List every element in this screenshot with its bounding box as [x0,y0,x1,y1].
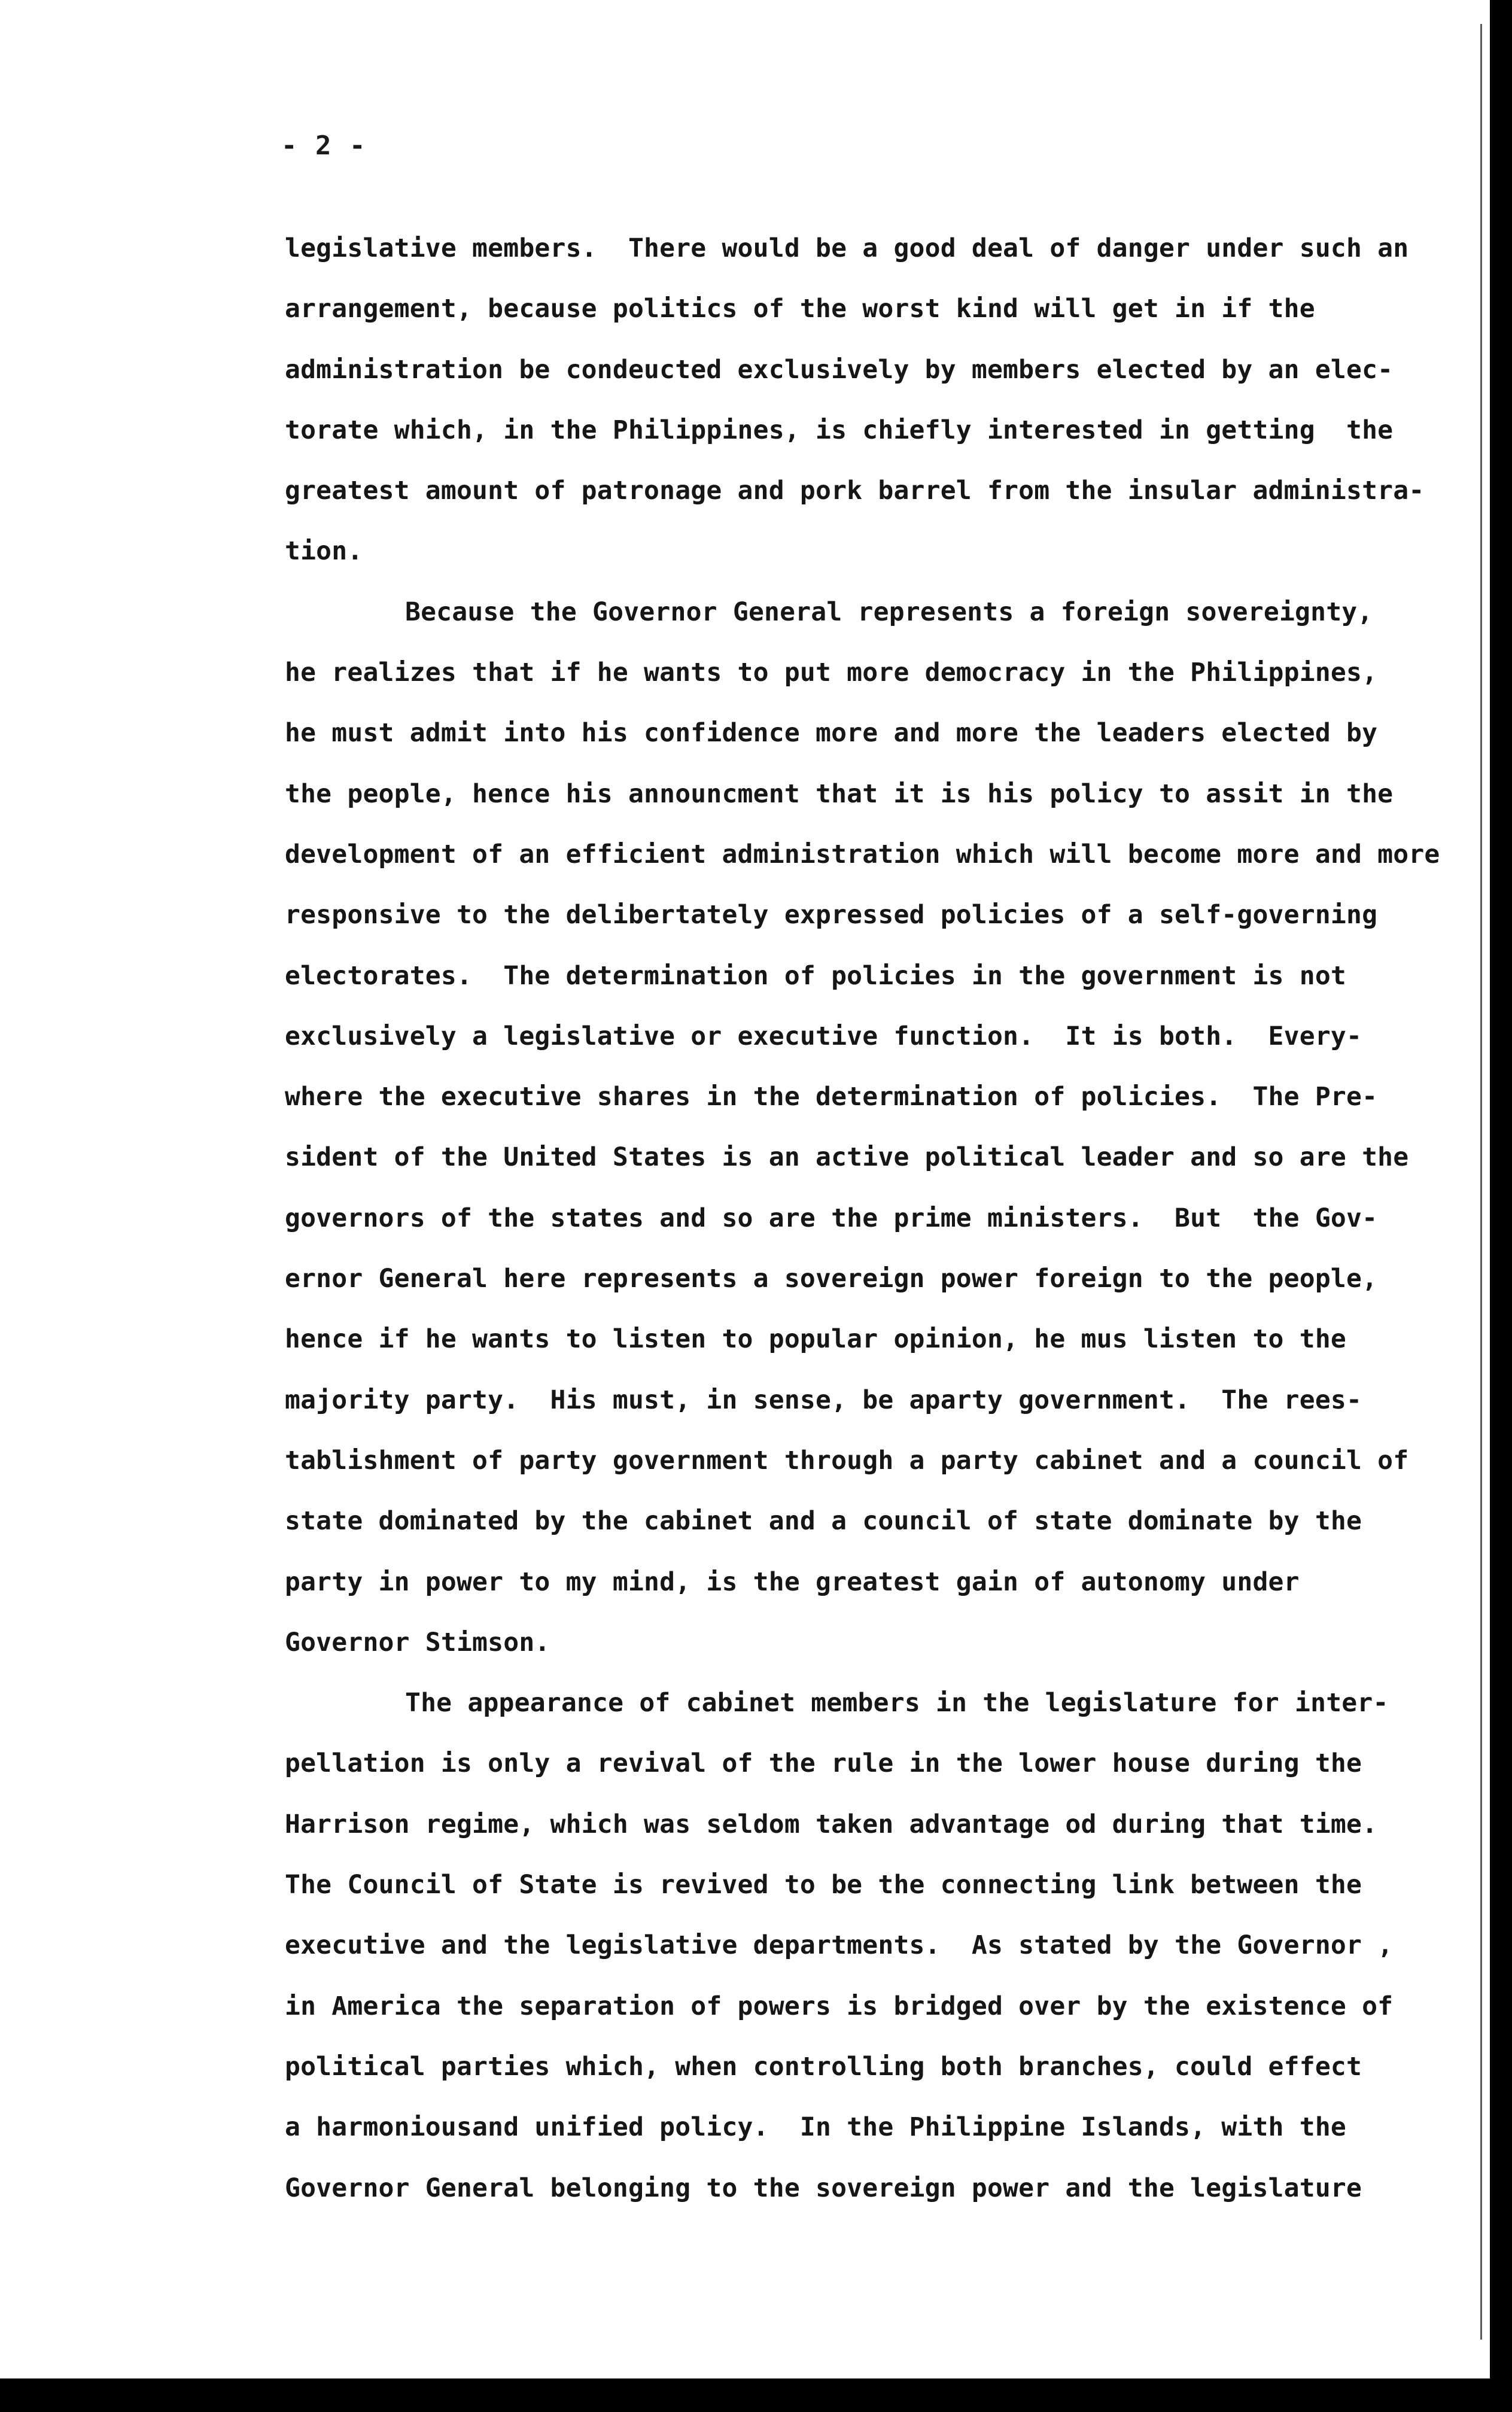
text-line: where the executive shares in the determination of policies. The Pre- [285,1082,1378,1112]
text-line: majority party. His must, in sense, be aparty government. The rees- [285,1385,1362,1415]
text-line: hence if he wants to listen to popular opinion, he mus listen to the [285,1324,1346,1355]
text-line: sident of the United States is an active political leader and so are the [285,1142,1409,1173]
text-line: the people, hence his announcment that it is his policy to assit in the [285,778,1394,809]
text-line: legislative members. There would be a good deal of danger under such an [285,233,1409,263]
text-line: governors of the states and so are the prime ministers. But the Gov- [285,1203,1378,1233]
text-line: he must admit into his confidence more and more the leaders elected by [285,718,1378,749]
text-line: responsive to the delibertately expressed policies of a self-governing [285,900,1378,930]
text-line: torate which, in the Philippines, is chiefly interested in getting the [285,415,1394,445]
text-line: political parties which, when controlling both branches, could effect [285,2051,1362,2082]
text-line: tablishment of party government through a party cabinet and a council of [285,1445,1409,1476]
text-line: exclusively a legislative or executive function. It is both. Every- [285,1021,1362,1051]
text-line: ernor General here represents a sovereign power foreign to the people, [285,1264,1378,1294]
text-line: he realizes that if he wants to put more democracy in the Philippines, [285,658,1378,688]
page-edge-line [1480,24,1482,2340]
text-line: development of an efficient administration which will become more and more [285,839,1440,869]
text-line: The appearance of cabinet members in the legislature for inter- [405,1688,1389,1718]
text-line: Governor Stimson. [285,1627,550,1657]
scan-border-right [1490,0,1512,2412]
text-line: tion. [285,536,363,567]
text-line: a harmoniousand unified policy. In the Philippine Islands, with the [285,2112,1346,2143]
text-line: executive and the legislative departments. As stated by the Governor , [285,1930,1394,1961]
text-line: state dominated by the cabinet and a council of state dominate by the [285,1506,1362,1537]
text-line: party in power to my mind, is the greatest gain of autonomy under [285,1567,1300,1597]
text-line: arrangement, because politics of the worst kind will get in if the [285,294,1315,324]
text-line: Governor General belonging to the sovereign power and the legislature [285,2173,1362,2203]
page-number: - 2 - [281,130,367,161]
text-line: pellation is only a revival of the rule in the lower house during the [285,1748,1362,1779]
text-line: in America the separation of powers is bridged over by the existence of [285,1991,1394,2021]
text-line: Harrison regime, which was seldom taken advantage od during that time. [285,1809,1378,1839]
scan-border-bottom [0,2378,1512,2412]
text-line: electorates. The determination of policies in the government is not [285,960,1346,991]
text-line: administration be condeucted exclusively by members elected by an elec- [285,354,1394,385]
text-line: The Council of State is revived to be the connecting link between the [285,1870,1362,1900]
typed-body-text [285,218,1440,2219]
text-line: greatest amount of patronage and pork barrel from the insular administra- [285,476,1425,506]
text-line: Because the Governor General represents a foreign sovereignty, [405,597,1373,627]
